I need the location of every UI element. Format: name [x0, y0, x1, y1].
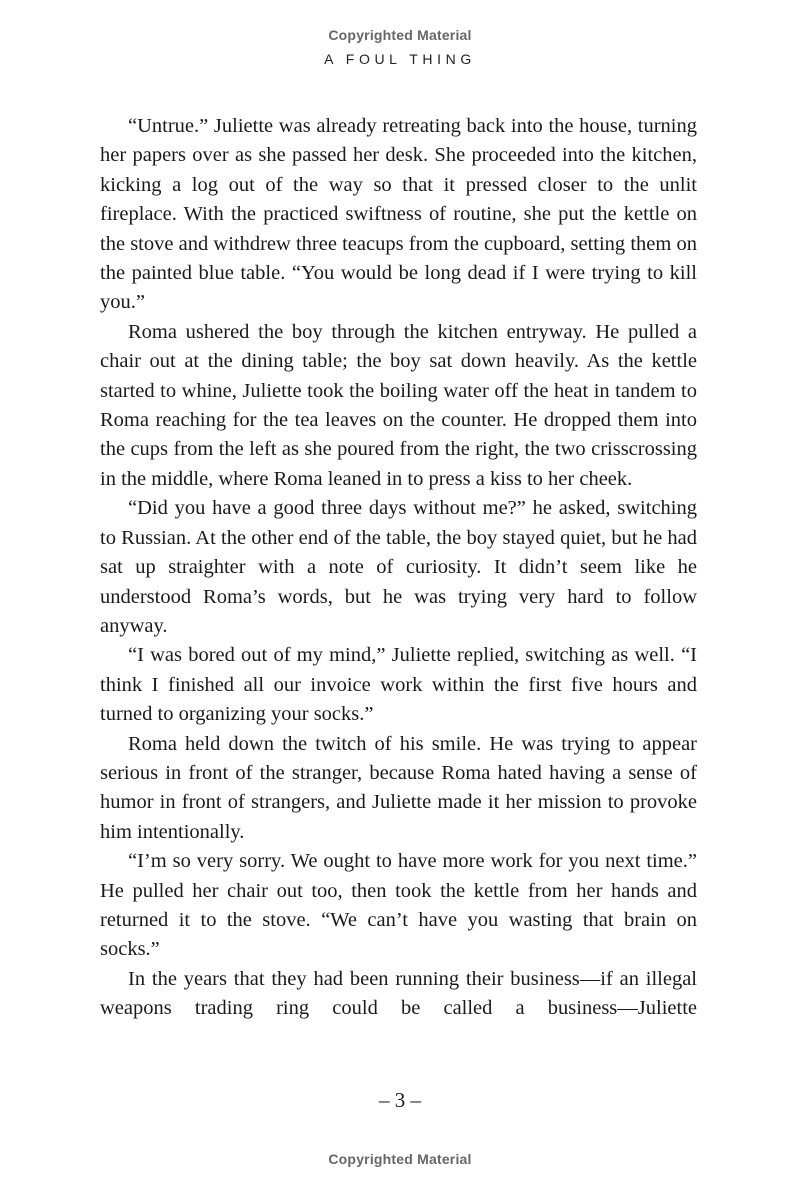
paragraph-6: “I’m so very sorry. We ought to have more work for you next time.” He pulled her chair out too, then took the kettle from her hands and returned it to the stove. “We can’t have you wasting that brain on socks.” — [100, 850, 697, 961]
paragraph-2: Roma ushered the boy through the kitchen entryway. He pulled a chair out at the dining table; the boy sat down heavily. As the kettle started to whine, Juliette took the boiling water off the heat in tandem to Roma reaching for the tea leaves on the counter. He dropped them into the cups from the left as she poured from the right, the two crisscrossing in the middle, where Roma leaned in to press a kiss to her cheek. — [100, 320, 697, 490]
paragraph-7: In the years that they had been running their business—if an illegal weapons trading ring could be called a business—Juliette — [100, 967, 697, 1020]
copyright-watermark-top: Copyrighted Material — [328, 27, 472, 43]
body-text — [100, 112, 697, 1024]
paragraph-3: “Did you have a good three days without me?” he asked, switching to Russian. At the other end of the table, the boy stayed quiet, but he had sat up straighter with a note of curiosity. It didn’t seem like he understood Roma’s words, but he was trying very hard to follow anyway. — [100, 497, 697, 637]
page-number: – 3 – — [379, 1088, 421, 1112]
paragraph-4: “I was bored out of my mind,” Juliette replied, switching as well. “I think I finished all our invoice work within the first five hours and turned to organizing your socks.” — [100, 644, 697, 726]
running-head-title: A FOUL THING — [324, 51, 476, 67]
paragraph-1: “Untrue.” Juliette was already retreating back into the house, turning her papers over as she passed her desk. She proceeded into the kitchen, kicking a log out of the way so that it pressed closer to the unlit fireplace. With the practiced swiftness of routine, she put the kettle on the stove and withdrew three teacups from the cupboard, setting them on the painted blue table. “You would be long dead if I were trying to kill you.” — [100, 115, 697, 314]
copyright-watermark-bottom: Copyrighted Material — [328, 1151, 472, 1167]
paragraph-5: Roma held down the twitch of his smile. He was trying to appear serious in front of the stranger, because Roma hated having a sense of humor in front of strangers, and Juliette made it her mission to provoke him intentionally. — [100, 732, 697, 843]
